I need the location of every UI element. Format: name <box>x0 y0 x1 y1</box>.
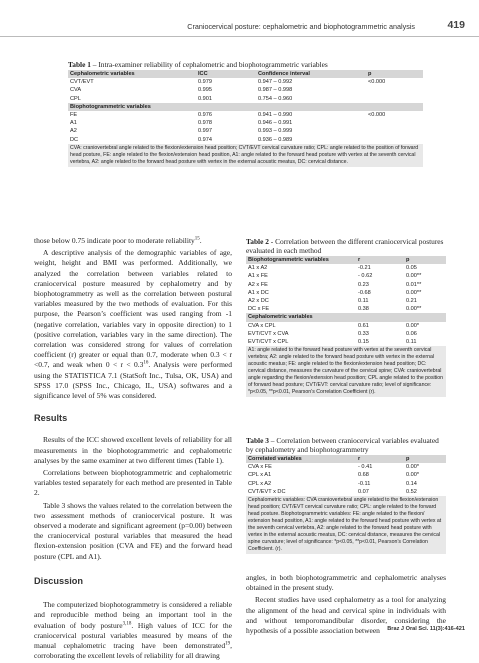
table-cell: 0.07 <box>358 488 369 495</box>
results-heading: Results <box>34 413 68 424</box>
table-cell: 0.05 <box>406 265 417 272</box>
table2-section-title: Cephalometric variables <box>246 313 446 321</box>
table2-col-header: Biophotogrammetric variables <box>246 256 356 264</box>
text: , corroborating the excellent levels of reliability for all drawing <box>34 640 232 661</box>
table-row <box>246 488 446 496</box>
table-row <box>246 272 446 280</box>
table1-section-title: Biophotogrammetric variables <box>68 103 423 111</box>
citation: 19 <box>225 641 231 647</box>
table-cell: A2 x DC <box>248 298 269 305</box>
table-cell: 0.946 – 0.991 <box>258 120 293 127</box>
table-row <box>246 338 446 346</box>
table-cell: 0.38 <box>358 306 369 313</box>
table-cell: 0.01** <box>406 281 422 288</box>
table-cell: 0.00* <box>406 322 420 329</box>
table1-caption-text: – Intra-examiner reliability of cephalometric and biophotogrammetric variables <box>90 60 328 69</box>
discussion-heading: Discussion <box>34 575 84 586</box>
table-cell: 0.941 – 0.990 <box>258 112 293 119</box>
text: those below 0.75 indicate poor to moderate reliability <box>34 236 195 245</box>
table-cell: - 0.41 <box>358 464 373 471</box>
table-cell: 0.21 <box>406 298 417 305</box>
table1-header-row <box>68 70 423 78</box>
table-row <box>246 297 446 305</box>
table-row <box>246 322 446 330</box>
table1 <box>68 70 423 144</box>
table-row <box>246 463 446 471</box>
table-row <box>246 330 446 338</box>
table-cell: A1 x A2 <box>248 265 268 272</box>
paragraph: Correlations between biophotogrammetric and cephalometric variables tested separately for each method are presented in Table 2. <box>34 468 232 498</box>
table1-col-header: Cephalometric variables <box>68 70 196 78</box>
table-cell <box>366 136 423 144</box>
journal-footer: Braz J Oral Sci. 11(3):416-421 <box>387 626 465 632</box>
table1-section-row <box>68 103 423 111</box>
paragraph: Results of the ICC showed excellent levels of reliability for all measurements in the biophotogrammetric and cephalometric analyses by the same examiner at two different times (Table 1). <box>34 435 232 465</box>
table2-note: A1: angle related to the forward head posture with vertex at the seventh cervical vertebra; A2: angle related to the forward head posture with vertex in the external acoustic meatus; FE: angle related to the flexion/extension head position; DC: cervical distance, measures the curvature of the cervical spine; CVA: craniovertebral angle regarding the flexion/extension head position; CPL angle related to the position of forward head posture; CVT/EVT: cervical curvature ratio; level of significance: *p<0.05, **p<0.01, Pearson’s Correlation Coefficient (r). <box>246 346 446 397</box>
citation: 15 <box>194 236 200 242</box>
table-row <box>246 264 446 272</box>
left-column <box>34 236 232 663</box>
table-cell: 0.00** <box>406 273 422 280</box>
table-cell: 0.23 <box>358 281 369 288</box>
table-row <box>246 281 446 289</box>
table2 <box>246 256 446 346</box>
table-cell: A1 x FE <box>248 273 268 280</box>
table-row <box>68 111 423 119</box>
table-cell: 0.15 <box>358 338 369 345</box>
table-cell: 0.754 – 0.960 <box>258 95 293 102</box>
table2-caption-text: - Correlation between the different craniocervical postures evaluated in each method <box>246 237 444 255</box>
table-cell: CPL <box>70 95 81 102</box>
text: . <box>199 236 202 245</box>
table-row <box>246 480 446 488</box>
table-cell: 0.997 <box>198 128 212 135</box>
paragraph <box>34 248 232 401</box>
table-cell <box>366 119 423 127</box>
table1-caption <box>68 60 423 69</box>
table2-col-header: p <box>404 256 446 264</box>
table2-block <box>246 237 446 397</box>
running-title: Craniocervical posture: cephalometric and biophotogrammetric analysis <box>187 22 415 31</box>
table-cell: A1 x DC <box>248 289 269 296</box>
table2-section-row <box>246 313 446 321</box>
table-row <box>68 78 423 86</box>
table-cell: 0.947 – 0.992 <box>258 79 293 86</box>
table-cell: 0.33 <box>358 330 369 337</box>
text: . Analysis were performed using the STATISTICA 7.1 (StatSoft Inc., Tulsa, OK, USA) and SPSS 17.0 (SPSS Inc., Chicago, IL, USA) softwares and a significance level of 5% was considered. <box>34 360 232 401</box>
table1-col-header: p <box>366 70 423 78</box>
table3-col-header: r <box>356 455 404 463</box>
citation: 16 <box>143 360 149 366</box>
table3-block <box>246 436 446 554</box>
table1-col-header: ICC <box>196 70 256 78</box>
paragraph <box>34 600 232 661</box>
table-row <box>246 471 446 479</box>
table-cell: FE <box>70 112 78 119</box>
table1-col-header: Confidence interval <box>256 70 366 78</box>
text: The computerized biophotogrammetry is considered a reliable and reproducible method being an important tool in the evaluation of body posture <box>34 600 232 630</box>
table-cell: 0.936 – 0.989 <box>258 136 293 143</box>
table-cell: EVT/CVT x CPL <box>248 338 289 345</box>
table-cell <box>366 127 423 135</box>
table2-header-row <box>246 256 446 264</box>
table-cell: 0.974 <box>198 136 212 143</box>
table-cell: 0.995 <box>198 87 212 94</box>
table-cell: A1 <box>70 120 77 127</box>
table-cell: 0.00* <box>406 472 420 479</box>
table-cell: 0.993 – 0.999 <box>258 128 293 135</box>
table-cell: CPL x A2 <box>248 480 272 487</box>
table-cell: CPL x A1 <box>248 472 272 479</box>
table-cell: <0.000 <box>368 79 386 86</box>
citation: 3,18 <box>122 621 132 626</box>
table-cell: 0.00** <box>406 306 422 313</box>
table-cell: DC x FE <box>248 306 270 313</box>
paragraph: angles, in both biophotogrammetric and cephalometric analyses obtained in the present study. <box>246 573 446 593</box>
table-cell: CVT/EVT <box>70 79 94 86</box>
table-cell: - 0.62 <box>358 273 373 280</box>
table-cell: 0.978 <box>198 120 212 127</box>
table-cell: 0.06 <box>406 330 417 337</box>
table-row <box>68 136 423 144</box>
table-cell: 0.11 <box>358 298 369 305</box>
table3-caption <box>246 436 446 454</box>
paragraph: Table 3 shows the values related to the correlation between the two assessment methods of craniocervical posture. It was observed a moderate and significant agreement (p=0.00) between the craniocervical postural variables that measured the head flexion-extension position (CVA and FE) and the forward head posture (CPL and A1). <box>34 500 232 561</box>
table3-col-header: p <box>404 455 446 463</box>
table3-caption-text: – Correlation between craniocervical variables evaluated by cephalometry and biophotogrammetry <box>246 436 439 454</box>
table-row <box>68 127 423 135</box>
header-rule <box>0 36 479 37</box>
table-cell: CVT/EVT x DC <box>248 488 286 495</box>
table-cell: A2 <box>70 128 77 135</box>
table3-header-row <box>246 455 446 463</box>
table-cell: CVA x CPL <box>248 322 276 329</box>
table-cell: 0.11 <box>406 338 417 345</box>
table-cell: <0.000 <box>368 112 386 119</box>
table-cell: CVA x FE <box>248 464 272 471</box>
paragraph <box>34 236 232 246</box>
table-row <box>246 305 446 313</box>
table-cell: -0.21 <box>358 265 371 272</box>
table2-caption-label: Table 2 <box>246 237 269 246</box>
table-cell <box>366 95 423 103</box>
table-cell: -0.11 <box>358 480 371 487</box>
table1-caption-label: Table 1 <box>68 60 91 69</box>
table-cell: 0.14 <box>406 480 417 487</box>
table-row <box>246 289 446 297</box>
paragraph: Recent studies have used cephalometry as a tool for analyzing the alignment of the head and cervical spine in individuals with and without temporomandibular disorder, considering the hypothesis of a possible association between <box>246 595 446 636</box>
table3-col-header: Correlated variables <box>246 455 356 463</box>
table-cell: CVA <box>70 87 82 94</box>
table3-note: Cephalometric variables: CVA craniovertebral angle related to the flexion/extension head position; CVT/EVT cervical curvature ratio; CPL: angle related to the forward head posture. Biophotogrammetric variables: FE: angle related to the flexion/ extension head position, A1: angle related to the forward head posture with vertex at the seventh cervical vertebra, A2: angle related to the forward head posture with vertex in the external acoustic meatus, DC: cervical distance, measures the cervical spine curvature; level of significance: *p<0.05, **p<0.01, Pearson’s Correlation Coefficient. (r). <box>246 496 446 554</box>
table-cell: 0.976 <box>198 112 212 119</box>
table-cell: 0.61 <box>358 322 369 329</box>
table-row <box>68 119 423 127</box>
table-cell: 0.901 <box>198 95 212 102</box>
table-cell: EVT/CVT x CVA <box>248 330 289 337</box>
table2-col-header: r <box>356 256 404 264</box>
table1-note: CVA: craniovertebral angle related to the flexion/extension head position; CVT/EVT cervical curvature ratio; CPL: angle related to the position of forward head posture, FE: angle related to the flexion/extension head position, A1: angle related to the forward head posture with vertex at the seventh cervical vertebra, A2: angle related to the forward head posture with vertex in the external acoustic meatus, DC: cervical distance. <box>68 144 423 167</box>
table2-caption <box>246 237 446 255</box>
table-cell: 0.52 <box>406 488 417 495</box>
page-number: 419 <box>447 19 465 31</box>
table-cell: -0.68 <box>358 289 371 296</box>
table3-caption-label: Table 3 <box>246 436 269 445</box>
table-cell <box>366 86 423 94</box>
table-cell: DC <box>70 136 79 143</box>
table-row <box>68 86 423 94</box>
table1-block <box>68 60 423 167</box>
table-cell: 0.00** <box>406 289 422 296</box>
text: A descriptive analysis of the demographic variables of age, weight, height and BMI was performed. Additionally, we analyzed the correlation between variables related to craniocervical posture measured by cephalometry and by biophotogrammetry as well as the correlation between postural variables measured by the two methods of evaluation. For this purpose, the Pearson’s coefficient was used ranging from -1 (negative correlation, variables vary in opposite direction) to 1 (positive correlation, variables vary in the same direction). The correlation was considered strong for values of correlation coefficient (r) greater or equal than 0.7, moderate when 0.3 < r <0.7, and weak when 0 < r < 0.3 <box>34 248 232 370</box>
table-cell: 0.00* <box>406 464 420 471</box>
table-cell: A2 x FE <box>248 281 268 288</box>
table-cell: 0.987 – 0.998 <box>258 87 293 94</box>
table-cell: 0.979 <box>198 79 212 86</box>
table-cell: 0.68 <box>358 472 369 479</box>
table3 <box>246 455 446 496</box>
table-row <box>68 95 423 103</box>
text: . High values of ICC for the craniocervical postural variables measured by means of the manual cephalometric tracing have been demonstrated <box>34 620 232 650</box>
